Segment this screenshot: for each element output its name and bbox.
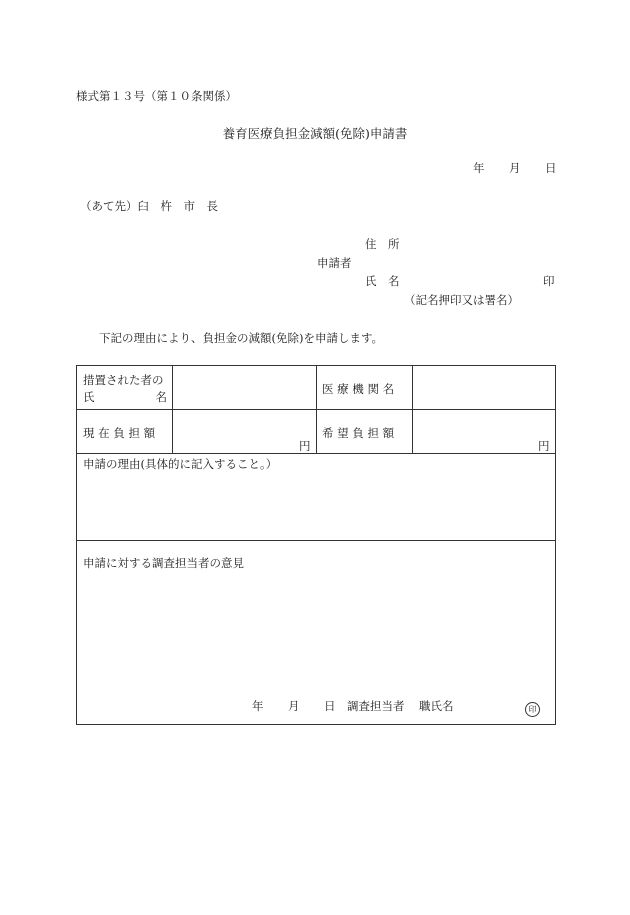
applicant-signature-note: （記名押印又は署名） — [404, 293, 519, 307]
date-year-label: 年 — [473, 161, 485, 175]
applicant-group-label: 申請者 — [317, 256, 352, 270]
subject-name-label-part1: 氏 — [83, 390, 95, 404]
footer-month-label: 月 — [288, 699, 300, 713]
investigator-label: 調査担当者 — [347, 699, 405, 713]
date-day-label: 日 — [545, 161, 557, 175]
applicant-seal-mark: 印 — [543, 274, 555, 288]
current-amount-unit: 円 — [299, 439, 311, 453]
row-divider — [77, 540, 555, 541]
applicant-address-label: 住 所 — [365, 237, 400, 251]
footer-day-label: 日 — [324, 699, 336, 713]
column-divider — [316, 366, 317, 453]
subject-name-field[interactable] — [173, 366, 316, 409]
reason-label: 申請の理由(具体的に記入すること。） — [83, 457, 278, 471]
current-amount-label: 現 在 負 担 額 — [83, 426, 156, 440]
seal-circle-icon: 印 — [525, 702, 540, 717]
reason-field[interactable] — [77, 472, 555, 538]
medical-institution-label: 医 療 機 関 名 — [322, 382, 395, 396]
desired-amount-field[interactable] — [413, 410, 555, 453]
current-amount-field[interactable] — [173, 410, 316, 453]
applicant-name-label: 氏 名 — [365, 274, 400, 288]
row-divider — [77, 453, 555, 454]
desired-amount-unit: 円 — [538, 439, 550, 453]
subject-name-label-line1: 措置された者の — [83, 373, 164, 387]
investigator-seal-icon — [525, 697, 540, 717]
title-name-label: 職氏名 — [419, 699, 454, 713]
form-number: 様式第１３号（第１０条関係） — [76, 89, 237, 103]
date-month-label: 月 — [509, 161, 521, 175]
addressee: （あて先）臼 杵 市 長 — [80, 199, 218, 213]
footer-year-label: 年 — [252, 699, 264, 713]
document-title: 養育医療負担金減額(免除)申請書 — [222, 126, 408, 141]
application-form-table — [76, 365, 556, 725]
opinion-field[interactable] — [77, 572, 555, 692]
subject-name-label-line2 — [83, 389, 167, 405]
desired-amount-label: 希 望 負 担 額 — [322, 426, 395, 440]
intro-sentence: 下記の理由により、負担金の減額(免除)を申請します。 — [99, 331, 384, 345]
subject-name-label-part2: 名 — [155, 390, 167, 404]
opinion-label: 申請に対する調査担当者の意見 — [83, 556, 244, 570]
medical-institution-field[interactable] — [413, 366, 555, 409]
